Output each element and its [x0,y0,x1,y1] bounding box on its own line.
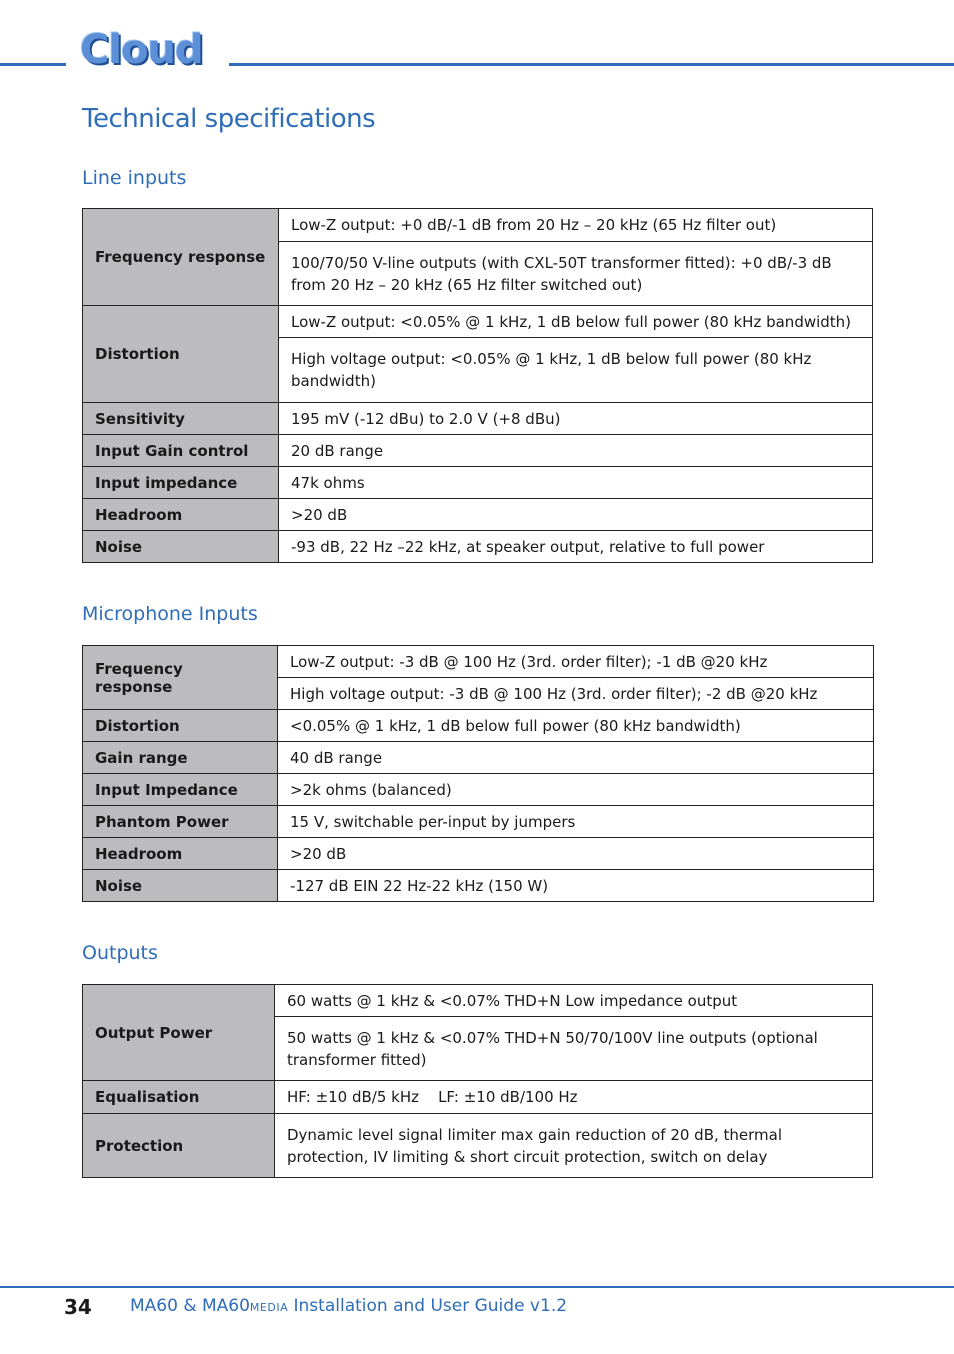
spec-label: Frequency response [83,646,278,710]
spec-label: Equalisation [83,1081,275,1114]
spec-label: Distortion [83,306,279,403]
section-title-microphone-inputs: Microphone Inputs [82,603,258,625]
table-row [83,646,874,678]
spec-value: -93 dB, 22 Hz –22 kHz, at speaker output, relative to full power [279,531,873,563]
header-rule-left [0,63,66,66]
spec-label: Noise [83,870,278,902]
spec-value: High voltage output: <0.05% @ 1 kHz, 1 dB below full power (80 kHz bandwidth) [279,338,873,403]
microphone-inputs-table [82,645,874,902]
spec-label: Headroom [83,838,278,870]
table-row [83,435,873,467]
outputs-table [82,984,873,1178]
section-title-line-inputs: Line inputs [82,167,187,189]
table-row [83,710,874,742]
table-row [83,1114,873,1178]
spec-value: -127 dB EIN 22 Hz-22 kHz (150 W) [278,870,874,902]
table-row [83,838,874,870]
spec-value: 20 dB range [279,435,873,467]
table-row [83,306,873,338]
footer-guide-prefix: MA60 & MA60 [130,1296,250,1316]
spec-label: Frequency response [83,209,279,306]
footer-guide-title [130,1296,567,1316]
spec-value: 15 V, switchable per-input by jumpers [278,806,874,838]
spec-label: Phantom Power [83,806,278,838]
spec-label: Input Impedance [83,774,278,806]
page-number: 34 [64,1295,92,1319]
spec-label: Input Gain control [83,435,279,467]
table-row [83,985,873,1017]
header-rule-right [229,63,954,66]
spec-label: Protection [83,1114,275,1178]
spec-value: Low-Z output: -3 dB @ 100 Hz (3rd. order filter); -1 dB @20 kHz [278,646,874,678]
spec-value: High voltage output: -3 dB @ 100 Hz (3rd. order filter); -2 dB @20 kHz [278,678,874,710]
line-inputs-table [82,208,873,563]
footer-guide-suffix: Installation and User Guide v1.2 [288,1296,568,1316]
table-row [83,806,874,838]
spec-value: >20 dB [278,838,874,870]
spec-value: 195 mV (-12 dBu) to 2.0 V (+8 dBu) [279,403,873,435]
spec-value: <0.05% @ 1 kHz, 1 dB below full power (80 kHz bandwidth) [278,710,874,742]
footer-guide-media: MEDIA [249,1301,289,1314]
table-row [83,403,873,435]
table-row [83,209,873,242]
section-title-outputs: Outputs [82,942,158,964]
spec-label: Input impedance [83,467,279,499]
spec-label: Headroom [83,499,279,531]
spec-value: Low-Z output: +0 dB/-1 dB from 20 Hz – 20 kHz (65 Hz filter out) [279,209,873,242]
table-row [83,870,874,902]
spec-value: Low-Z output: <0.05% @ 1 kHz, 1 dB below full power (80 kHz bandwidth) [279,306,873,338]
page-title: Technical specifications [82,104,376,134]
spec-value: 60 watts @ 1 kHz & <0.07% THD+N Low impedance output [275,985,873,1017]
spec-label: Output Power [83,985,275,1081]
spec-value: >20 dB [279,499,873,531]
spec-value: 100/70/50 V-line outputs (with CXL-50T transformer fitted): +0 dB/-3 dB from 20 Hz – 20 kHz (65 Hz filter switched out) [279,242,873,306]
spec-label: Gain range [83,742,278,774]
spec-value: 40 dB range [278,742,874,774]
cloud-logo [80,26,220,74]
spec-value: HF: ±10 dB/5 kHz LF: ±10 dB/100 Hz [275,1081,873,1114]
table-row [83,742,874,774]
spec-label: Distortion [83,710,278,742]
spec-value: >2k ohms (balanced) [278,774,874,806]
spec-value: 50 watts @ 1 kHz & <0.07% THD+N 50/70/100V line outputs (optional transformer fitted) [275,1017,873,1081]
table-row [83,467,873,499]
spec-value: Dynamic level signal limiter max gain reduction of 20 dB, thermal protection, IV limiting & short circuit protection, switch on delay [275,1114,873,1178]
table-row [83,774,874,806]
table-row [83,531,873,563]
logo-text: Cloud [80,27,203,73]
footer-rule [0,1286,954,1288]
table-row [83,1081,873,1114]
spec-value: 47k ohms [279,467,873,499]
spec-label: Sensitivity [83,403,279,435]
table-row [83,499,873,531]
spec-label: Noise [83,531,279,563]
